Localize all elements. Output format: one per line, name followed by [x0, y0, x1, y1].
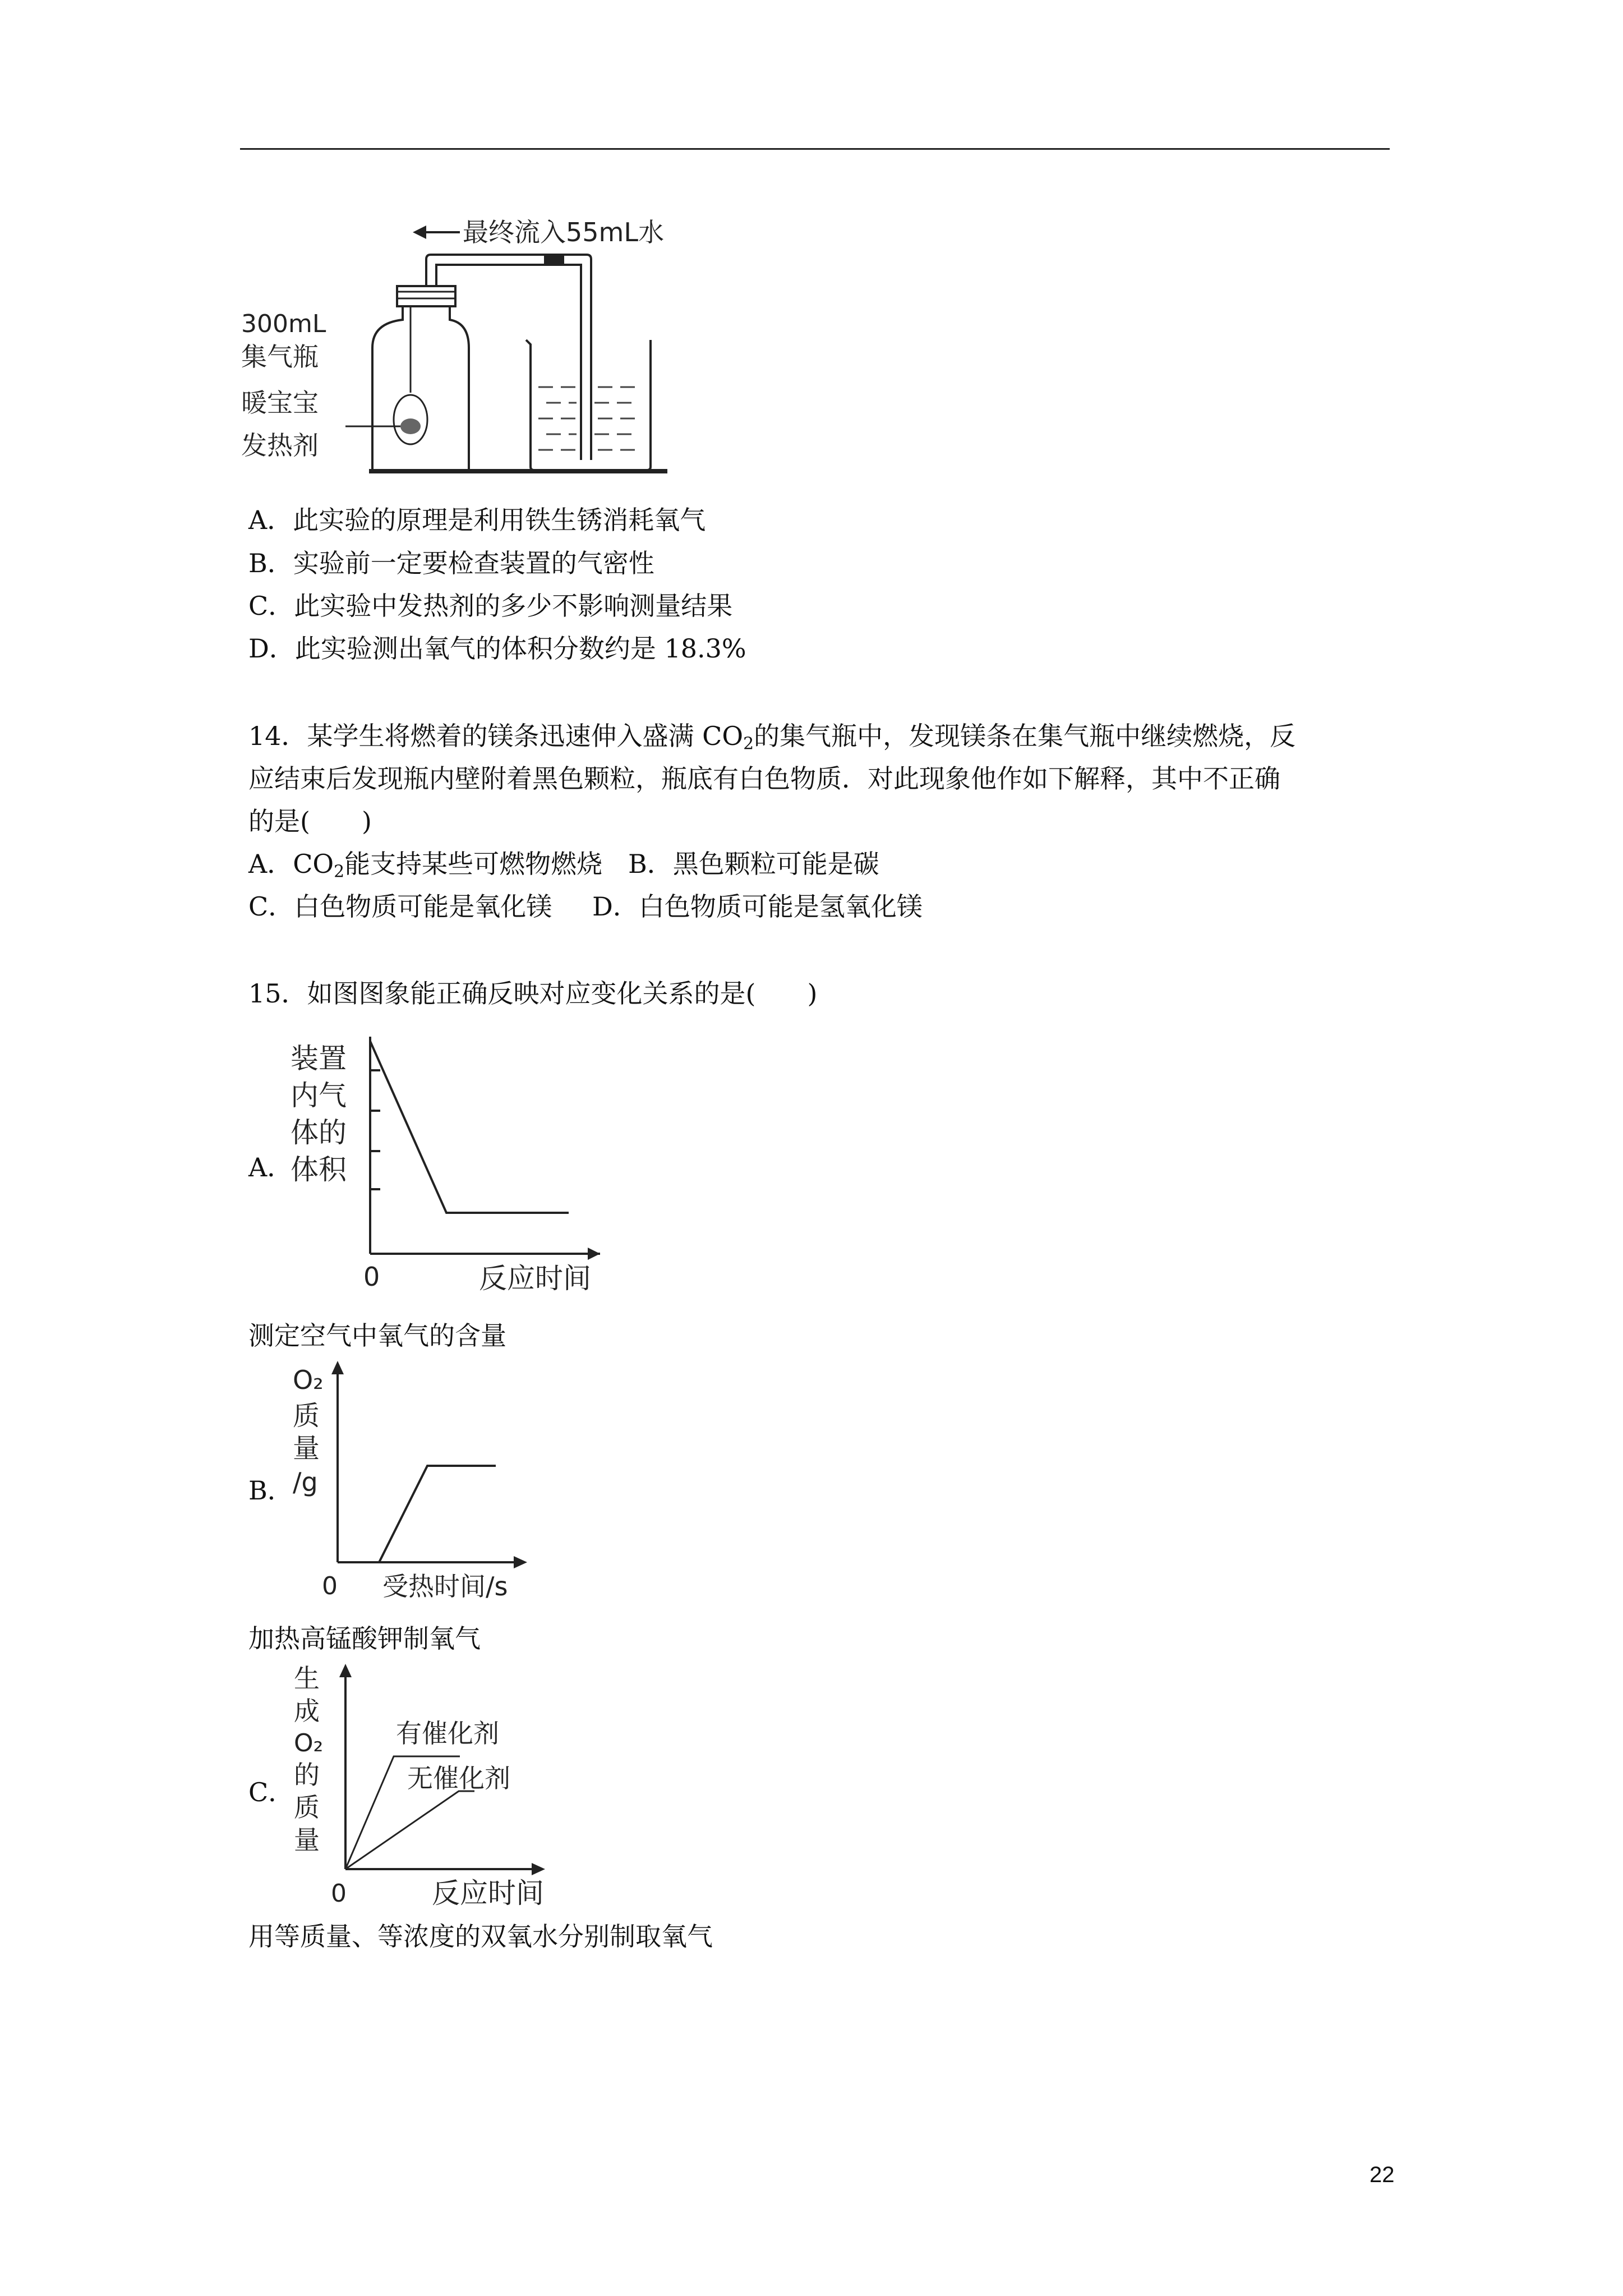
q15-c-caption: 用等质量、等浓度的双氧水分别制取氧气 [248, 1921, 713, 1952]
graph-b-curve [379, 1466, 496, 1562]
graph-b-xlabel: 受热时间/s [382, 1571, 508, 1602]
heater-label-2: 发热剂 [241, 430, 319, 461]
arrow-label: 最终流入55mL水 [463, 217, 664, 247]
graph-a-ylabel-2: 内气 [291, 1079, 347, 1112]
graph-a-ylabel-1: 装置 [291, 1042, 347, 1075]
graph-b-ylabel-1: O₂ [293, 1365, 324, 1395]
header-rule [240, 148, 1390, 150]
q13-option-c: C．此实验中发热剂的多少不影响测量结果 [248, 591, 733, 621]
graph-c [280, 1660, 572, 1918]
graph-a-xlabel: 反应时间 [479, 1262, 591, 1295]
q14-stem-line3: 的是( ) [248, 806, 372, 836]
q15-a-letter: A． [248, 1152, 293, 1182]
graph-c-xlabel: 反应时间 [432, 1877, 544, 1910]
graph-c-curve-no-catalyst [345, 1791, 474, 1869]
q13-option-b: B．实验前一定要检查装置的气密性 [248, 548, 654, 578]
graph-c-ylabel-4: 的 [294, 1760, 320, 1790]
q14-option-d: D．白色物质可能是氢氧化镁 [592, 891, 923, 922]
apparatus-figure [241, 208, 746, 482]
graph-a-origin: 0 [363, 1262, 380, 1292]
graph-a-ylabel-4: 体积 [291, 1153, 347, 1186]
q15-b-caption: 加热高锰酸钾制氧气 [248, 1623, 481, 1654]
q14-stem-line2: 应结束后发现瓶内壁附着黑色颗粒，瓶底有白色物质．对此现象他作如下解释，其中不正确 [248, 763, 1280, 794]
graph-b [280, 1358, 550, 1610]
graph-b-ylabel-4: /g [293, 1467, 318, 1497]
heater-label-1: 暖宝宝 [241, 388, 319, 418]
graph-b-ylabel-3: 量 [293, 1433, 320, 1464]
page-number: 22 [1370, 2162, 1395, 2187]
graph-c-ylabel-2: 成 [294, 1696, 320, 1726]
q13-option-d: D．此实验测出氧气的体积分数约是 18.3% [248, 633, 746, 664]
q15-stem: 15．如图图象能正确反映对应变化关系的是( ) [248, 978, 818, 1009]
graph-c-ylabel-5: 质 [294, 1792, 320, 1823]
q13-option-a: A．此实验的原理是利用铁生锈消耗氧气 [248, 505, 706, 535]
q14-option-b: B．黑色颗粒可能是碳 [628, 849, 879, 879]
q15-a-caption: 测定空气中氧气的含量 [248, 1320, 506, 1351]
graph-c-ylabel-1: 生 [294, 1663, 320, 1694]
graph-c-curve1-label: 有催化剂 [396, 1718, 499, 1749]
q15-b-letter: B． [248, 1475, 293, 1506]
graph-a-curve [370, 1041, 569, 1213]
q14-option-c: C．白色物质可能是氧化镁 [248, 891, 552, 922]
q14-stem-line1: 14．某学生将燃着的镁条迅速伸入盛满 $CO_2$的集气瓶中，发现镁条在集气瓶中继续燃烧，反 [248, 721, 1296, 754]
graph-a [280, 1032, 617, 1301]
graph-a-ylabel-3: 体的 [291, 1116, 347, 1149]
q15-c-letter: C． [248, 1777, 294, 1807]
graph-c-ylabel-6: 量 [294, 1825, 320, 1855]
q14-option-a: A．$CO_2$能支持某些可燃物燃烧 [248, 849, 603, 882]
graph-b-origin: 0 [322, 1572, 338, 1600]
bottle-label: 集气瓶 [241, 342, 319, 372]
graph-b-ylabel-2: 质 [293, 1400, 320, 1432]
graph-c-ylabel-3: O₂ [294, 1729, 324, 1757]
bottle-volume-label: 300mL [241, 310, 326, 338]
graph-c-origin: 0 [331, 1879, 347, 1908]
graph-c-curve2-label: 无催化剂 [407, 1763, 510, 1793]
